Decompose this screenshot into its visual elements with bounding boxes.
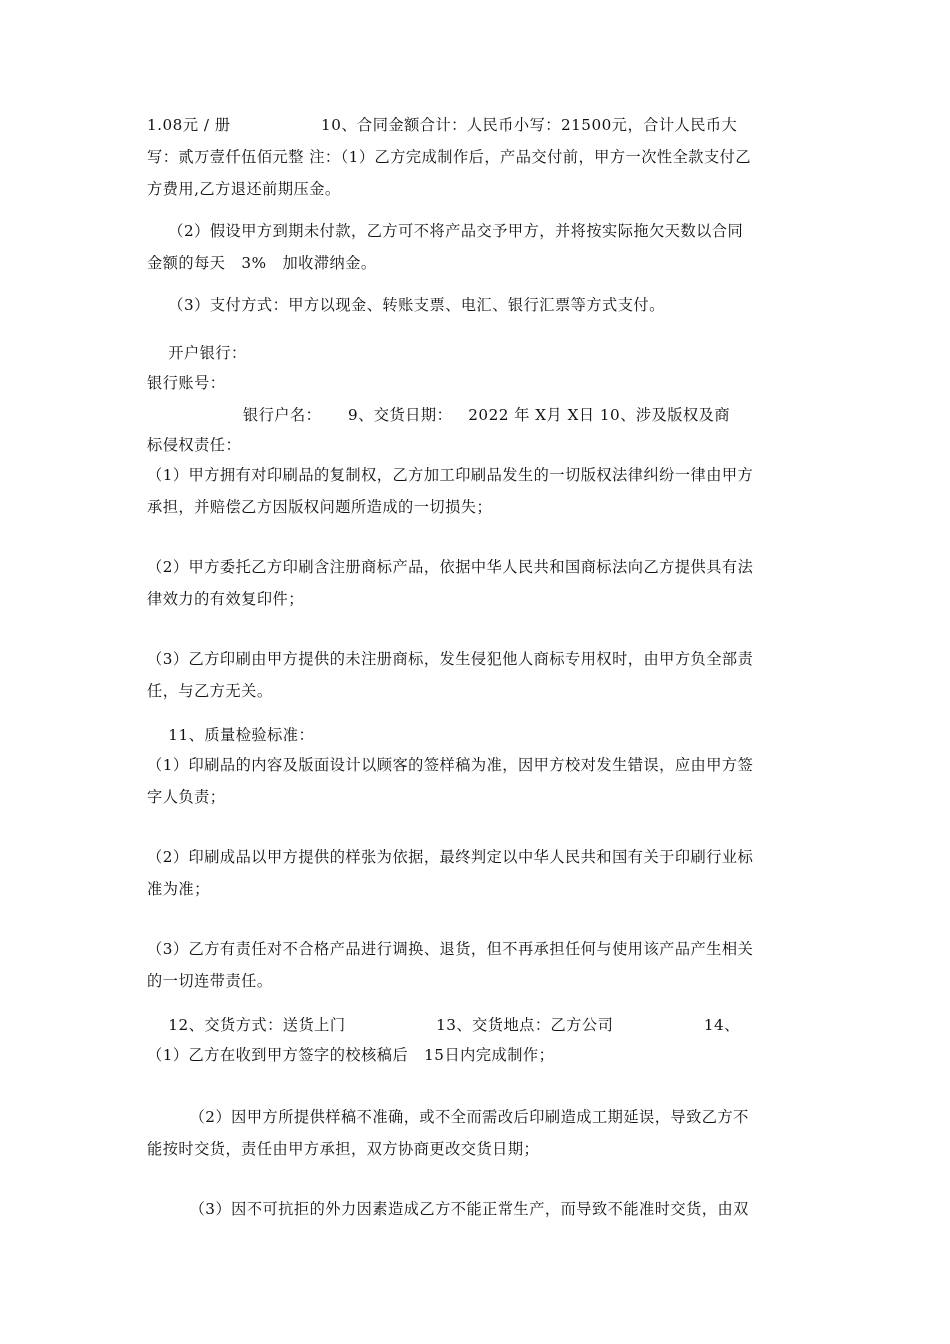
text-line: （3）乙方印刷由甲方提供的未注册商标，发生侵犯他人商标专用权时，由甲方负全部责 (147, 650, 754, 668)
text-line: 1.08元 / 册 10、合同金额合计：人民币小写：21500元，合计人民币大 (147, 116, 738, 134)
text-line: 12、交货方式：送货上门 13、交货地点：乙方公司 14、 (147, 1016, 740, 1034)
text-line: 11、质量检验标准： (147, 726, 315, 744)
text-line: （2）假设甲方到期未付款，乙方可不将产品交予甲方，并将按实际拖欠天数以合同 (147, 222, 744, 240)
text-line: （2）因甲方所提供样稿不准确，或不全而需改后印刷造成工期延误，导致乙方不 (147, 1108, 749, 1126)
text-line: （2）甲方委托乙方印刷含注册商标产品，依据中华人民共和国商标法向乙方提供具有法 (147, 558, 754, 576)
text-line: （2）印刷成品以甲方提供的样张为依据，最终判定以中华人民共和国有关于印刷行业标 (147, 848, 754, 866)
text-line: 能按时交货，责任由甲方承担，双方协商更改交货日期； (147, 1140, 540, 1158)
text-line: （1）乙方在收到甲方签字的校核稿后 15日内完成制作； (147, 1046, 555, 1064)
text-line: 标侵权责任： (147, 436, 242, 454)
text-line: 银行账号： (147, 374, 226, 392)
text-line: （3）因不可抗拒的外力因素造成乙方不能正常生产，而导致不能准时交货，由双 (147, 1200, 749, 1218)
text-line: 开户银行： (147, 344, 247, 362)
text-line: （1）甲方拥有对印刷品的复制权，乙方加工印刷品发生的一切版权法律纠纷一律由甲方 (147, 466, 754, 484)
text-line: 任，与乙方无关。 (147, 682, 273, 700)
text-line: 金额的每天 3% 加收滞纳金。 (147, 254, 377, 272)
text-line: （3）乙方有责任对不合格产品进行调换、退货，但不再承担任何与使用该产品产生相关 (147, 940, 754, 958)
text-line: 方费用,乙方退还前期压金。 (147, 180, 341, 198)
text-line: 准为准； (147, 880, 210, 898)
text-line: 写：贰万壹仟伍佰元整 注：（1）乙方完成制作后，产品交付前，甲方一次性全款支付乙 (147, 148, 752, 166)
text-line: （3）支付方式：甲方以现金、转账支票、电汇、银行汇票等方式支付。 (147, 296, 665, 314)
text-line: 的一切连带责任。 (147, 972, 273, 990)
text-line: 银行户名： 9、交货日期： 2022 年 X月 X日 10、涉及版权及商 (147, 406, 731, 424)
text-line: 字人负责； (147, 788, 226, 806)
text-line: 律效力的有效复印件； (147, 590, 304, 608)
text-line: 承担，并赔偿乙方因版权问题所造成的一切损失； (147, 498, 493, 516)
text-line: （1）印刷品的内容及版面设计以顾客的签样稿为准，因甲方校对发生错误，应由甲方签 (147, 756, 754, 774)
